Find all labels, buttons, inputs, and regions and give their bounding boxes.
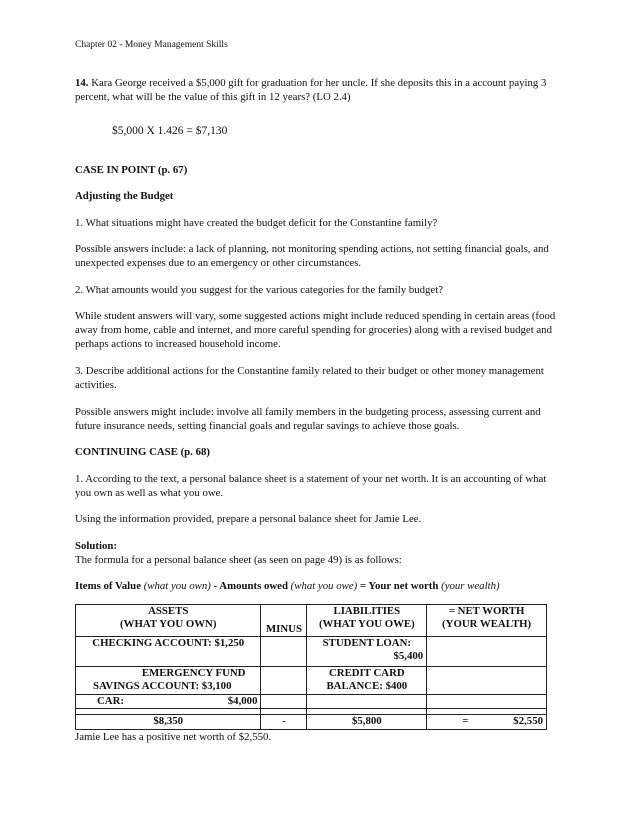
calculation-line: $5,000 X 1.426 = $7,130 — [112, 125, 228, 137]
question-14 — [75, 76, 565, 104]
empty-cell — [427, 667, 547, 695]
total-assets: $8,350 — [76, 715, 261, 730]
assets-header-line2: (WHAT YOU OWN) — [120, 618, 217, 630]
credit-card-line2: BALANCE: $400 — [326, 680, 408, 692]
total-net-worth — [427, 715, 547, 730]
empty-cell — [261, 667, 307, 695]
student-loan-label: STUDENT LOAN: — [322, 637, 411, 649]
cip-answer-1: Possible answers include: a lack of planning, not monitoring spending actions, not setting financial goals, and unexpected expenses due to an emergency or other circumstances. — [75, 243, 549, 269]
car-label: CAR: — [97, 695, 124, 707]
emergency-fund-line2: SAVINGS ACCOUNT: $3,100 — [93, 680, 232, 692]
question-number: 14. — [75, 77, 89, 89]
cip-question-1: 1. What situations might have created the budget deficit for the Constantine family? — [75, 217, 438, 229]
liabilities-header-line1: LIABILITIES — [333, 605, 401, 617]
liabilities-header — [307, 605, 427, 637]
table-row — [76, 695, 547, 709]
conclusion-text: Jamie Lee has a positive net worth of $2,550. — [75, 731, 272, 743]
emergency-fund-line1: EMERGENCY FUND — [141, 667, 246, 679]
empty-cell — [307, 695, 427, 709]
assets-header-line1: ASSETS — [148, 605, 189, 617]
asset-car — [76, 695, 261, 709]
empty-cell — [427, 637, 547, 667]
question-text: Kara George received a $5,000 gift for graduation for her uncle. If she deposits this in a account paying 3 percent, what will be the value of this gift in 12 years? (LO 2.4) — [75, 77, 547, 103]
cip-question-3: 3. Describe additional actions for the Constantine family related to their budget or other money management activities. — [75, 365, 544, 391]
table-row — [76, 637, 547, 667]
case-in-point-subheading: Adjusting the Budget — [75, 190, 174, 202]
net-worth-header — [427, 605, 547, 637]
formula-line — [75, 579, 565, 593]
asset-emergency-fund — [76, 667, 261, 695]
continuing-case-paragraph-1: 1. According to the text, a personal balance sheet is a statement of your net worth. It is an accounting of what you own as well as what you owe. — [75, 473, 547, 499]
case-in-point-heading: CASE IN POINT (p. 67) — [75, 164, 188, 176]
assets-header — [76, 605, 261, 637]
continuing-case-paragraph-2: Using the information provided, prepare a personal balance sheet for Jamie Lee. — [75, 513, 422, 525]
total-minus: - — [261, 715, 307, 730]
equals-sign: = — [462, 715, 469, 727]
empty-cell — [261, 637, 307, 667]
solution-label: Solution: — [75, 540, 118, 552]
cip-answer-3: Possible answers might include: involve all family members in the budgeting process, assessing current and future insurance needs, setting financial goals and regular savings to achieve those goals. — [75, 406, 541, 432]
formula-items-of-value: Items of Value — [75, 580, 141, 592]
net-worth-value: $2,550 — [513, 715, 543, 727]
totals-row — [76, 715, 547, 730]
liability-credit-card — [307, 667, 427, 695]
empty-cell — [261, 695, 307, 709]
cip-answer-2: While student answers will vary, some suggested actions might include reduced spending in certain areas (food away from home, cable and internet, and more careful spending for groceries) along with a revised budget and perhaps actions to increased household income. — [75, 310, 556, 350]
net-worth-header-line1: = NET WORTH — [448, 605, 525, 617]
cip-question-2: 2. What amounts would you suggest for the various categories for the family budget? — [75, 284, 444, 296]
table-header-row — [76, 605, 547, 637]
total-liabilities: $5,800 — [307, 715, 427, 730]
formula-net-worth: = Your net worth — [359, 580, 439, 592]
student-loan-value: $5,400 — [393, 650, 424, 662]
car-value: $4,000 — [227, 695, 258, 707]
continuing-case-heading: CONTINUING CASE (p. 68) — [75, 446, 210, 458]
empty-cell — [427, 695, 547, 709]
formula-intro: The formula for a personal balance sheet (as seen on page 49) is as follows: — [75, 554, 402, 566]
asset-checking: CHECKING ACCOUNT: $1,250 — [76, 637, 261, 667]
liabilities-header-line2: (WHAT YOU OWE) — [318, 618, 415, 630]
liability-student-loan — [307, 637, 427, 667]
table-row — [76, 667, 547, 695]
net-worth-header-line2: (YOUR WEALTH) — [442, 618, 532, 630]
formula-what-you-owe: (what you owe) — [290, 580, 358, 592]
minus-header: MINUS — [261, 605, 307, 637]
formula-your-wealth: (your wealth) — [441, 580, 500, 592]
formula-what-you-own: (what you own) — [143, 580, 211, 592]
formula-amounts-owed: - Amounts owed — [213, 580, 288, 592]
credit-card-line1: CREDIT CARD — [328, 667, 405, 679]
page-header: Chapter 02 - Money Management Skills — [75, 40, 228, 50]
balance-sheet-table — [75, 604, 547, 730]
